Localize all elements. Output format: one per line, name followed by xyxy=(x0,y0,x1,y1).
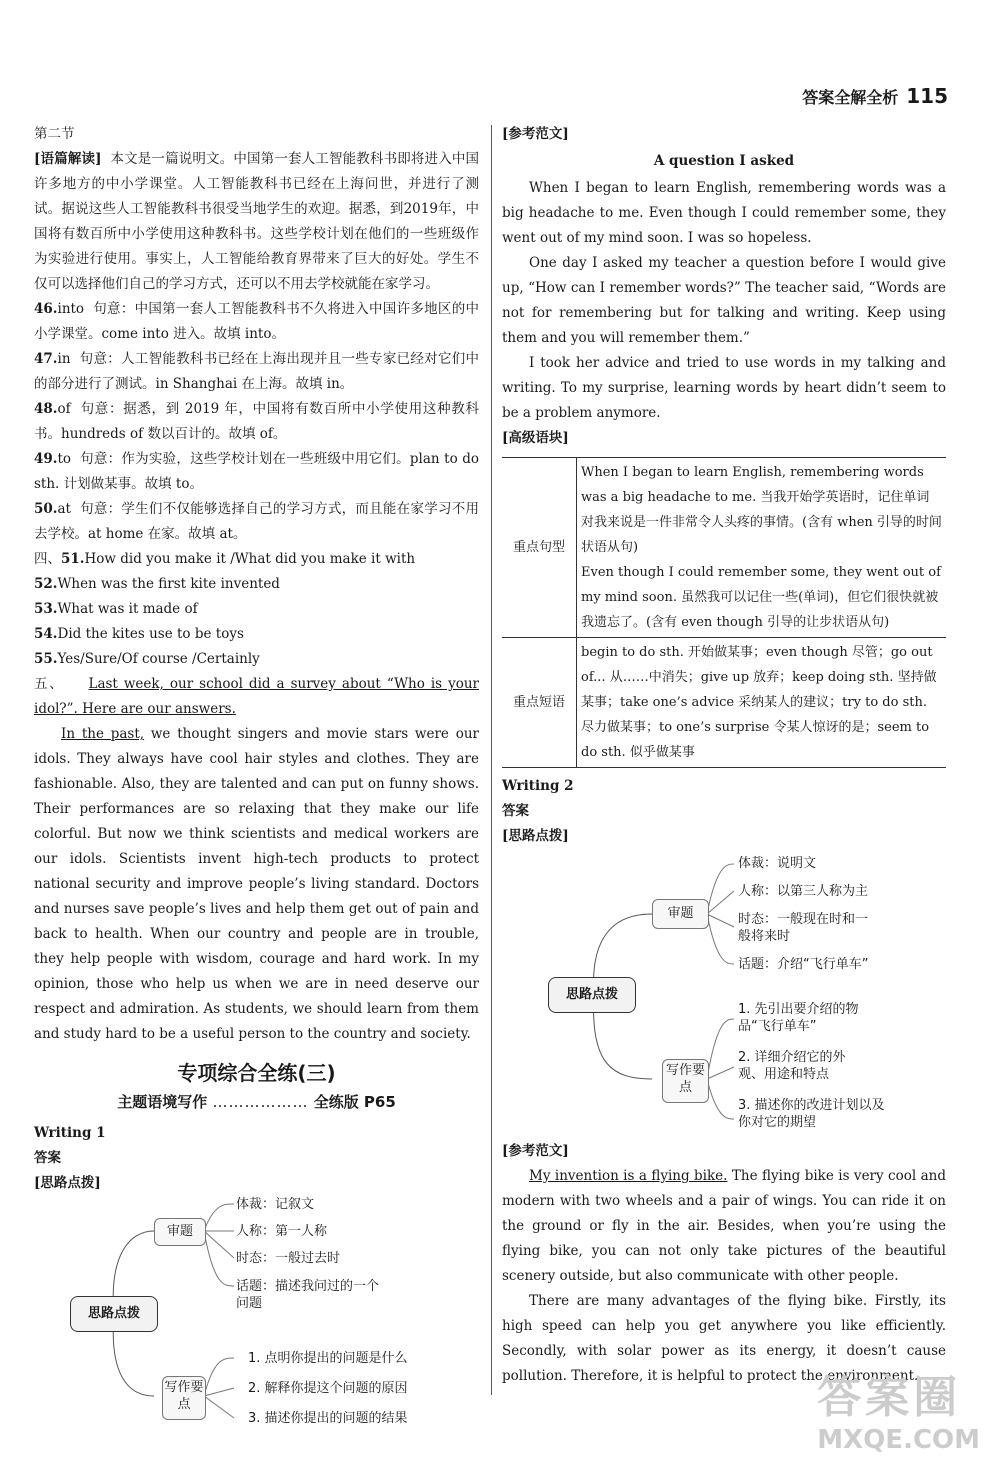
mind-tag-2: [思路点拨] xyxy=(502,828,569,844)
answer-item: 48.of 句意：据悉，到 2019 年，中国将有数百所中小学使用这种教科书。hundreds of 数以百计的。故填 of。 xyxy=(34,401,479,442)
essay2-paragraph: There are many advantages of the flying bike. Firstly, its high speed can help you get anywhere you like efficiently. Secondly, with solar power as its energy, it doesn’t cause pollution. Therefore, it is helpful to protect the environment. xyxy=(502,1293,946,1384)
reading-text: 本文是一篇说明文。中国第一套人工智能教科书即将进入中国许多地方的中小学课堂。人工智能教科书已经在上海问世，并进行了测试。据说这些人工智能教科书很受当地学生的欢迎。据悉，到2019年，中国将有数百所中小学使用这种教科书。这些学校计划在他们的一些班级作为实验进行使用。事实上，人工智能给教育界带来了巨大的好处。学生不仅可以选择他们自己的学习方式，还可以不用去学校就能在家学习。 xyxy=(34,151,480,292)
answer-item: 46.into 句意：中国第一套人工智能教科书不久将进入中国许多地区的中小学课堂。come into 进入。故填 into。 xyxy=(34,301,480,342)
table-row xyxy=(502,458,946,638)
mind-map-2 xyxy=(502,849,946,1139)
part4-item: 53.What was it made of xyxy=(34,601,198,617)
reading-explanation xyxy=(34,147,479,297)
mind2-leaf: 2. 详细介绍它的外观、用途和特点 xyxy=(738,1050,846,1082)
essay1-paragraph: When I began to learn English, remembering words was a big headache to me. Even though I could remember some, they went out of my mind soon. I was so hopeless. xyxy=(502,180,946,246)
page-number: 115 xyxy=(906,84,948,108)
mind-map-1 xyxy=(34,1196,479,1426)
mind2-center: 思路点拨 xyxy=(548,977,636,1013)
ref-tag-2: [参考范文] xyxy=(502,1143,569,1159)
answer-item: 50.at 句意：学生们不仅能够选择自己的学习方式，而且能在家学习不用去学校。at home 在家。故填 at。 xyxy=(34,501,480,542)
right-column xyxy=(502,122,946,1389)
part4-item: 52.When was the first kite invented xyxy=(34,576,280,592)
table-row xyxy=(502,638,946,768)
section-label: 第二节 xyxy=(34,126,75,142)
writing1-title: Writing 1 xyxy=(34,1125,106,1141)
section-title: 专项综合全练(三) xyxy=(177,1061,336,1085)
header-title: 答案全解全析 xyxy=(802,88,899,107)
writing2-title: Writing 2 xyxy=(502,778,574,794)
reading-tag: [语篇解读] xyxy=(34,151,102,167)
mind1-leaf: 3. 描述你提出的问题的结果 xyxy=(248,1411,408,1426)
part4-list xyxy=(34,547,479,672)
part5-first: 五、 Last week, our school did a survey about “Who is your idol?”. Here are our answers. xyxy=(34,676,479,717)
mind2-branch-1: 审题 xyxy=(652,899,709,929)
mind1-leaf: 人称：第一人称 xyxy=(236,1224,328,1239)
answer-item: 49.to 句意：作为实验，这些学校计划在一些班级中用它们。plan to do sth. 计划做某事。故填 to。 xyxy=(34,451,480,492)
mind2-leaf: 时态：一般现在时和一般将来时 xyxy=(738,912,869,944)
phrase-table xyxy=(502,457,946,768)
mind2-leaf: 3. 描述你的改进计划以及你对它的期望 xyxy=(738,1098,885,1130)
subsection-title: 主题语境写作 ……………… 全练版 P65 xyxy=(117,1093,396,1111)
mind2-leaf: 体裁：说明文 xyxy=(738,856,817,871)
mind1-branch-1: 审题 xyxy=(154,1218,206,1246)
answer-label-2: 答案 xyxy=(502,803,529,819)
essay1-paragraph: I took her advice and tried to use words in my talking and writing. To my surprise, learning words by heart didn’t seem to be a problem anymore. xyxy=(502,355,946,421)
page-header xyxy=(802,84,948,108)
mind1-center: 思路点拨 xyxy=(70,1296,158,1332)
part4-item: 四、51.How did you make it /What did you make it with xyxy=(34,551,416,567)
mind1-leaf: 1. 点明你提出的问题是什么 xyxy=(248,1351,408,1366)
answer-list xyxy=(34,297,479,547)
ref-tag: [参考范文] xyxy=(502,126,569,142)
table-key: 重点短语 xyxy=(502,638,577,768)
part4-item: 55.Yes/Sure/Of course /Certainly xyxy=(34,651,260,667)
mind2-leaf: 人称：以第三人称为主 xyxy=(738,884,869,899)
mind1-leaf: 2. 解释你提这个问题的原因 xyxy=(248,1381,408,1396)
part5-body: In the past, we thought singers and movie stars were our idols. They always have cool hair styles and clothes. They are fashionable. Also, they are talented and can put on funny shows. Their performances are so relaxing that they make our life colorful. But now we think scientists and medical workers are our idols. Scientists invent high-tech products to protect national security and improve people’s living standard. Doctors and nurses save people’s lives and help them get out of pain and back to health. When our country and people are in trouble, they help people with wisdom, courage and hard work. In my opinion, those who help us when we are in need deserve our respect and admiration. As students, we should learn from them and study hard to be a useful person to the country and society. xyxy=(34,726,479,1042)
essay2-paragraph: My invention is a flying bike. The flying bike is very cool and modern with two wheels and a pair of wings. You can ride it on the ground or fly in the air. Besides, when you’re using the flying bike, you can not only take pictures of the beautiful scenery outside, but also communicate with other people. xyxy=(502,1168,947,1284)
mind-tag: [思路点拨] xyxy=(34,1175,101,1191)
table-value: When I began to learn English, remembering words was a big headache to me. 当我开始学英语时，记住单词对我来说是一件非常令人头疼的事情。(含有 when 引导的时间状语从句) Even though I could remember some, they went out of my mind soon. 虽然我可以记住一些(单词)，但它们很快就被我遗忘了。(含有 even though 引导的让步状语从句) xyxy=(577,458,947,638)
mind2-leaf: 1. 先引出要介绍的物品“飞行单车” xyxy=(738,1002,859,1034)
table-key: 重点句型 xyxy=(502,458,577,638)
answer-label: 答案 xyxy=(34,1150,61,1166)
part4-item: 54.Did the kites use to be toys xyxy=(34,626,244,642)
mind1-leaf: 话题：描述我问过的一个问题 xyxy=(236,1279,380,1311)
mind2-branch-2: 写作要点 xyxy=(662,1059,709,1103)
column-divider xyxy=(491,125,492,1395)
adv-tag: [高级语块] xyxy=(502,430,569,446)
watermark: 答案圈 MXQE.COM xyxy=(817,1372,980,1455)
mind2-leaf: 话题：介绍“飞行单车” xyxy=(738,957,869,972)
left-column xyxy=(34,122,480,1426)
answer-item: 47.in 句意：人工智能教科书已经在上海出现并且一些专家已经对它们中的部分进行了测试。in Shanghai 在上海。故填 in。 xyxy=(34,351,480,392)
mind1-branch-2: 写作要点 xyxy=(162,1376,206,1420)
essay1-title: A question I asked xyxy=(653,153,795,169)
mind1-leaf: 时态：一般过去时 xyxy=(236,1251,341,1266)
essay1-paragraph: One day I asked my teacher a question before I would give up, “How can I remember words?” The teacher said, “Words are not for remembering but for talking and writing. Keep using them and you will remember them.” xyxy=(502,255,946,346)
table-value: begin to do sth. 开始做某事；even though 尽管；go out of... 从……中消失；give up 放弃；keep doing sth. 坚持做某事；take one’s advice 采纳某人的建议；try to do sth. 尽力做某事；to one’s surprise 令某人惊讶的是；seem to do sth. 似乎做某事 xyxy=(577,638,947,768)
mind1-leaf: 体裁：记叙文 xyxy=(236,1197,315,1212)
